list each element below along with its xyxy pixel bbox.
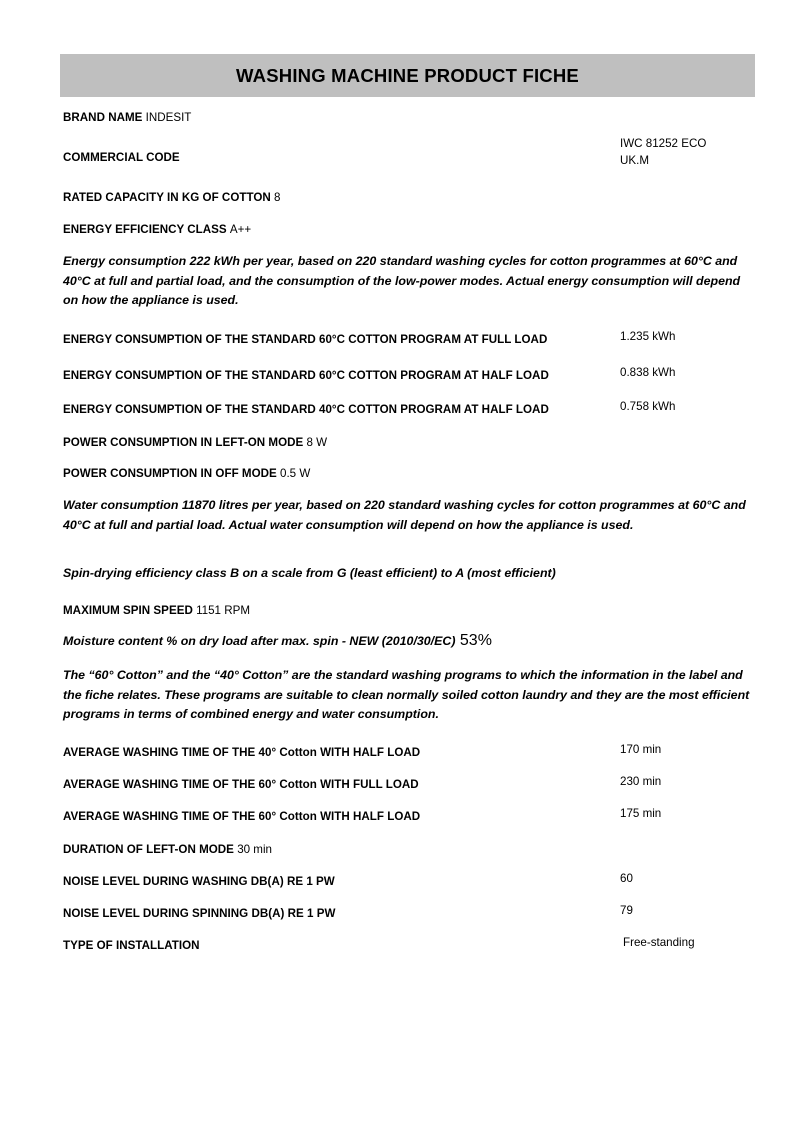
row-type-of-installation	[63, 936, 755, 954]
moisture-content-value: 53%	[459, 632, 492, 649]
energy-60-full-load-label: ENERGY CONSUMPTION OF THE STANDARD 60°C COTTON PROGRAM AT FULL LOAD	[63, 333, 548, 346]
type-of-installation-value: Free-standing	[623, 936, 695, 949]
avg-40-half-label-cotton: Cotton	[279, 746, 317, 759]
commercial-code-value-line2: UK.M	[620, 153, 649, 167]
avg-washing-time-60-full-value: 230 min	[620, 775, 662, 788]
avg-60-half-label-cotton: Cotton	[279, 810, 317, 823]
row-maximum-spin-speed	[63, 601, 755, 619]
commercial-code-value-line1: IWC 81252 ECO	[620, 137, 707, 150]
row-noise-level-washing	[63, 872, 755, 890]
energy-consumption-paragraph: Energy consumption 222 kWh per year, based on 220 standard washing cycles for cotton programmes at 60°C and 40°C at full and partial load, and the consumption of the low-power modes. Actual energy consumption will depend on how the appliance is used.	[63, 254, 741, 307]
power-off-mode-label: POWER CONSUMPTION IN OFF MODE	[63, 467, 277, 480]
row-avg-washing-time-60-full	[63, 775, 755, 793]
brand-name-label: BRAND NAME	[63, 111, 143, 124]
energy-efficiency-class-value: A++	[229, 223, 252, 236]
maximum-spin-speed-label: MAXIMUM SPIN SPEED	[63, 604, 193, 617]
type-of-installation-label: TYPE OF INSTALLATION	[63, 939, 200, 952]
energy-60-full-load-value: 1.235 kWh	[620, 330, 676, 343]
row-avg-washing-time-40-half	[63, 743, 755, 761]
row-avg-washing-time-60-half	[63, 807, 755, 825]
moisture-content-label: Moisture content % on dry load after max. spin - NEW (2010/30/EC)	[63, 634, 456, 648]
noise-level-washing-label: NOISE LEVEL DURING WASHING DB(A) RE 1 PW	[63, 875, 335, 888]
maximum-spin-speed-value: 1151 RPM	[196, 604, 250, 617]
noise-level-spinning-value: 79	[620, 904, 633, 917]
row-moisture-content	[63, 632, 755, 652]
avg-washing-time-60-half-value: 175 min	[620, 807, 662, 820]
energy-efficiency-class-label: ENERGY EFFICIENCY CLASS	[63, 223, 227, 236]
power-left-on-mode-label: POWER CONSUMPTION IN LEFT-ON MODE	[63, 436, 304, 449]
rated-capacity-value: 8	[274, 191, 281, 204]
row-energy-efficiency-class	[63, 220, 755, 238]
energy-60-half-load-label: ENERGY CONSUMPTION OF THE STANDARD 60°C COTTON PROGRAM AT HALF LOAD	[63, 369, 549, 382]
duration-left-on-mode-value: 30 min	[237, 843, 272, 856]
page-header-banner	[60, 54, 755, 97]
row-energy-40-half-load	[63, 400, 755, 418]
avg-60-half-label-part2: WITH HALF LOAD	[316, 810, 421, 823]
row-brand-name	[63, 108, 755, 126]
row-noise-level-spinning	[63, 904, 755, 922]
energy-60-half-load-value: 0.838 kWh	[620, 366, 676, 379]
brand-name-value-text: INDESIT	[145, 111, 192, 124]
avg-washing-time-40-half-value: 170 min	[620, 743, 662, 756]
avg-60-half-label-part1: AVERAGE WASHING TIME OF THE 60°	[63, 810, 280, 823]
page-title: WASHING MACHINE PRODUCT FICHE	[236, 64, 579, 86]
avg-40-half-label-part1: AVERAGE WASHING TIME OF THE 40°	[63, 746, 280, 759]
avg-washing-time-40-half-label	[63, 746, 420, 759]
noise-level-spinning-label: NOISE LEVEL DURING SPINNING DB(A) RE 1 PW	[63, 907, 336, 920]
row-power-left-on-mode	[63, 433, 755, 451]
avg-washing-time-60-half-label	[63, 810, 420, 823]
row-duration-left-on-mode	[63, 840, 755, 858]
row-rated-capacity	[63, 188, 755, 206]
avg-60-full-label-part2: WITH FULL LOAD	[316, 778, 419, 791]
energy-40-half-load-label: ENERGY CONSUMPTION OF THE STANDARD 40°C COTTON PROGRAM AT HALF LOAD	[63, 403, 549, 416]
avg-60-full-label-cotton: Cotton	[279, 778, 317, 791]
avg-40-half-label-part2: WITH HALF LOAD	[316, 746, 421, 759]
commercial-code-value	[620, 136, 706, 169]
energy-40-half-load-value: 0.758 kWh	[620, 400, 676, 413]
power-off-mode-value: 0.5 W	[280, 467, 311, 480]
noise-level-washing-value: 60	[620, 872, 633, 885]
spin-drying-efficiency-paragraph: Spin-drying efficiency class B on a scale from G (least efficient) to A (most efficient)	[63, 566, 556, 580]
power-left-on-mode-value: 8 W	[306, 436, 328, 449]
avg-washing-time-60-full-label	[63, 778, 419, 791]
rated-capacity-label: RATED CAPACITY IN KG OF COTTON	[63, 191, 271, 204]
standard-programs-paragraph: The “60° Cotton” and the “40° Cotton” are the standard washing programs to which the information in the label and the fiche relates. These programs are suitable to clean normally soiled cotton laundry and they are the most efficient programs in terms of combined energy and water consumption.	[63, 668, 750, 721]
row-energy-60-half-load	[63, 366, 755, 384]
duration-left-on-mode-label: DURATION OF LEFT-ON MODE	[63, 843, 234, 856]
row-power-off-mode	[63, 464, 755, 482]
water-consumption-paragraph: Water consumption 11870 litres per year, based on 220 standard washing cycles for cotton programmes at 60°C and 40°C at full and partial load. Actual water consumption will depend on how the appliance is used.	[63, 498, 746, 532]
row-commercial-code	[63, 137, 755, 167]
row-energy-60-full-load	[63, 330, 755, 348]
avg-60-full-label-part1: AVERAGE WASHING TIME OF THE 60°	[63, 778, 280, 791]
commercial-code-label: COMMERCIAL CODE	[63, 151, 180, 164]
